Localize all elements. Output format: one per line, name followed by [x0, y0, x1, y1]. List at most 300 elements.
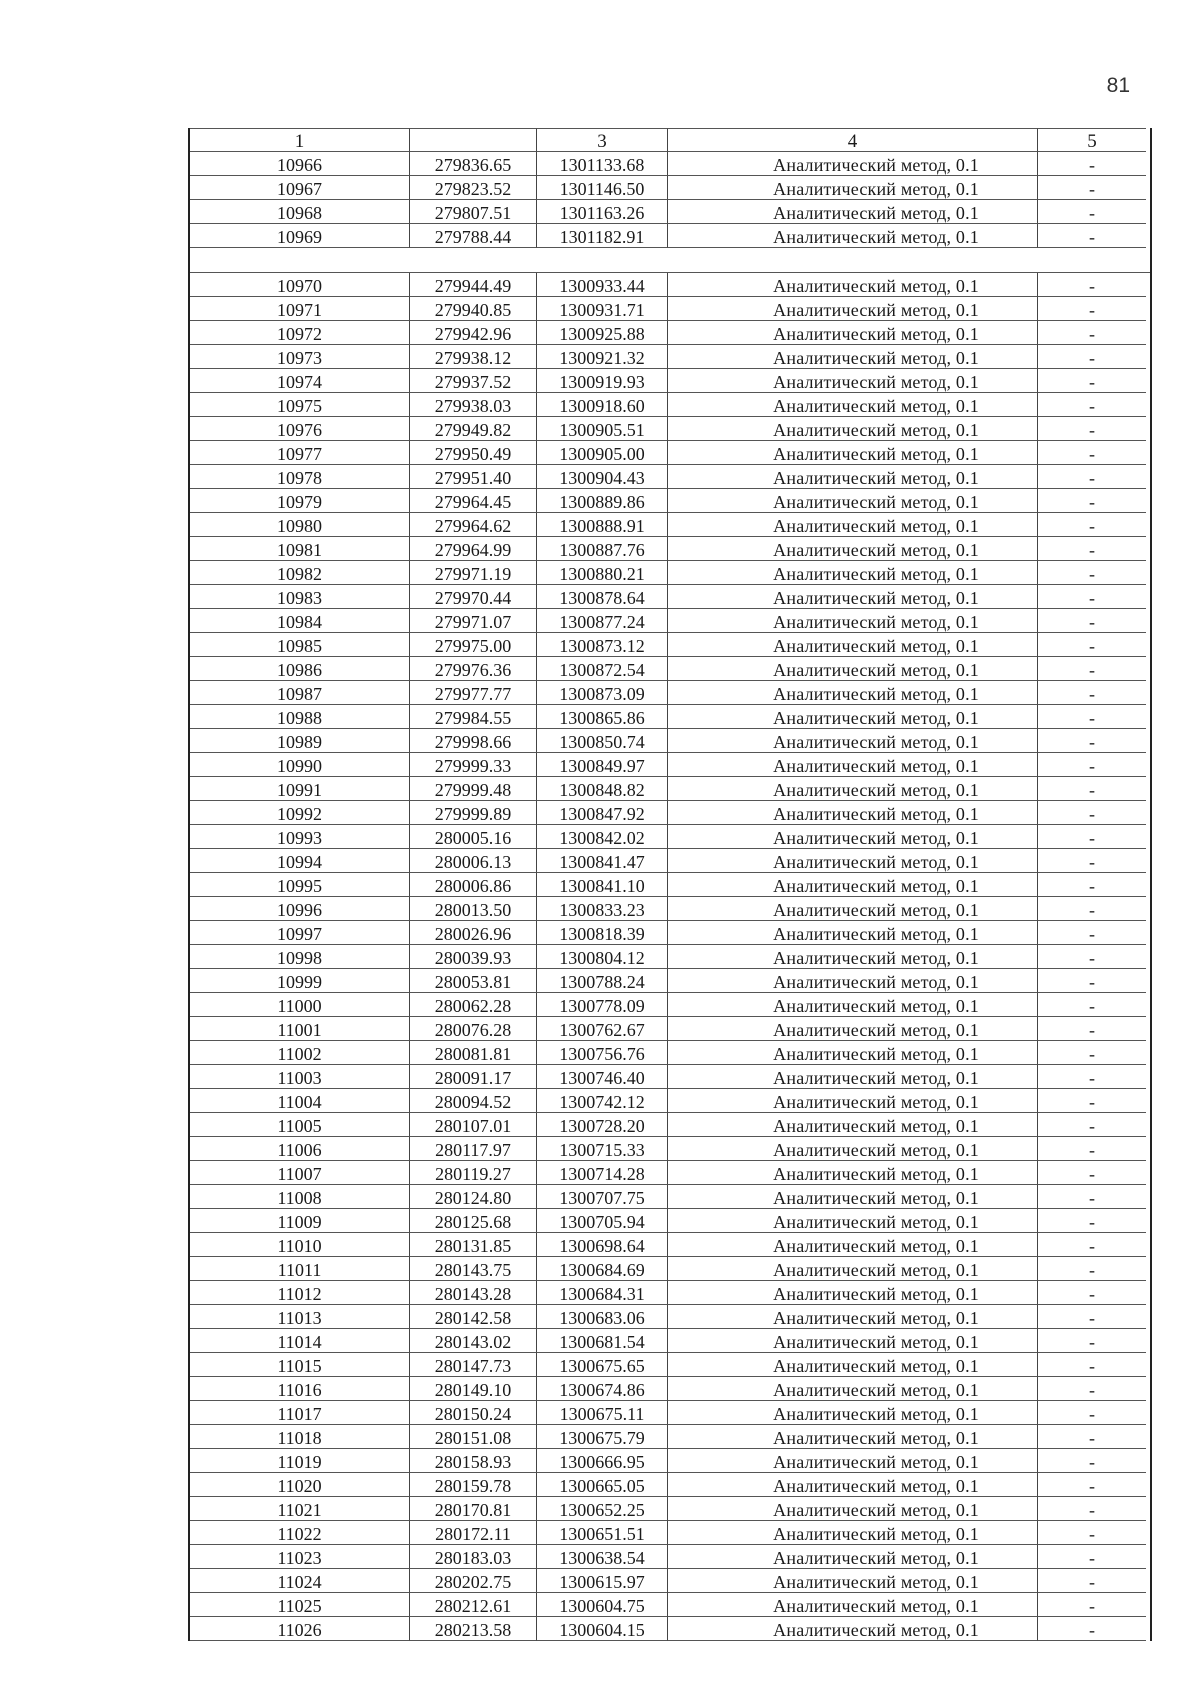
method-cell: Аналитический метод, 0.1	[668, 849, 1038, 873]
point-number-cell: 10984	[190, 609, 410, 633]
x-coordinate-cell: 279823.52	[410, 176, 537, 200]
table-row	[190, 441, 1150, 465]
y-coordinate-cell: 1300756.76	[537, 1041, 668, 1065]
point-number-cell: 10982	[190, 561, 410, 585]
note-cell: -	[1038, 200, 1146, 224]
point-number-cell: 10988	[190, 705, 410, 729]
table-row	[190, 1137, 1150, 1161]
point-number-cell: 10996	[190, 897, 410, 921]
table-row	[190, 1353, 1150, 1377]
point-number-cell: 11022	[190, 1521, 410, 1545]
note-cell: -	[1038, 1161, 1146, 1185]
x-coordinate-cell: 280143.28	[410, 1281, 537, 1305]
method-cell: Аналитический метод, 0.1	[668, 1329, 1038, 1353]
y-coordinate-cell: 1300788.24	[537, 969, 668, 993]
x-coordinate-cell: 280076.28	[410, 1017, 537, 1041]
y-coordinate-cell: 1300833.23	[537, 897, 668, 921]
point-number-cell: 10990	[190, 753, 410, 777]
note-cell: -	[1038, 1113, 1146, 1137]
y-coordinate-cell: 1300681.54	[537, 1329, 668, 1353]
method-cell: Аналитический метод, 0.1	[668, 1113, 1038, 1137]
note-cell: -	[1038, 729, 1146, 753]
note-cell: -	[1038, 1449, 1146, 1473]
x-coordinate-cell: 279949.82	[410, 417, 537, 441]
x-coordinate-cell: 280170.81	[410, 1497, 537, 1521]
y-coordinate-cell: 1300888.91	[537, 513, 668, 537]
note-cell: -	[1038, 657, 1146, 681]
y-coordinate-cell: 1300675.65	[537, 1353, 668, 1377]
y-coordinate-cell: 1300873.12	[537, 633, 668, 657]
y-coordinate-cell: 1300604.75	[537, 1593, 668, 1617]
x-coordinate-cell: 280026.96	[410, 921, 537, 945]
table-row	[190, 224, 1150, 248]
method-cell: Аналитический метод, 0.1	[668, 801, 1038, 825]
x-coordinate-cell: 280213.58	[410, 1617, 537, 1641]
y-coordinate-cell: 1300841.10	[537, 873, 668, 897]
x-coordinate-cell: 280107.01	[410, 1113, 537, 1137]
table-row	[190, 1161, 1150, 1185]
note-cell: -	[1038, 1521, 1146, 1545]
y-coordinate-cell: 1300931.71	[537, 297, 668, 321]
method-cell: Аналитический метод, 0.1	[668, 1545, 1038, 1569]
point-number-cell: 10980	[190, 513, 410, 537]
point-number-cell: 10976	[190, 417, 410, 441]
y-coordinate-cell: 1300905.00	[537, 441, 668, 465]
point-number-cell: 10977	[190, 441, 410, 465]
point-number-cell: 10992	[190, 801, 410, 825]
method-cell: Аналитический метод, 0.1	[668, 465, 1038, 489]
table-row	[190, 897, 1150, 921]
point-number-cell: 11025	[190, 1593, 410, 1617]
point-number-cell: 10991	[190, 777, 410, 801]
note-cell: -	[1038, 152, 1146, 176]
method-cell: Аналитический метод, 0.1	[668, 1449, 1038, 1473]
point-number-cell: 10973	[190, 345, 410, 369]
x-coordinate-cell: 280039.93	[410, 945, 537, 969]
method-cell: Аналитический метод, 0.1	[668, 176, 1038, 200]
method-cell: Аналитический метод, 0.1	[668, 681, 1038, 705]
point-number-cell: 11011	[190, 1257, 410, 1281]
note-cell: -	[1038, 369, 1146, 393]
x-coordinate-cell: 279938.12	[410, 345, 537, 369]
x-coordinate-cell: 279999.89	[410, 801, 537, 825]
table-row	[190, 825, 1150, 849]
method-cell: Аналитический метод, 0.1	[668, 1041, 1038, 1065]
x-coordinate-cell: 280150.24	[410, 1401, 537, 1425]
point-number-cell: 10969	[190, 224, 410, 248]
y-coordinate-cell: 1300674.86	[537, 1377, 668, 1401]
x-coordinate-cell: 279971.19	[410, 561, 537, 585]
y-coordinate-cell: 1300746.40	[537, 1065, 668, 1089]
y-coordinate-cell: 1300705.94	[537, 1209, 668, 1233]
note-cell: -	[1038, 1401, 1146, 1425]
x-coordinate-cell: 279942.96	[410, 321, 537, 345]
point-number-cell: 10981	[190, 537, 410, 561]
y-coordinate-cell: 1300880.21	[537, 561, 668, 585]
note-cell: -	[1038, 1185, 1146, 1209]
x-coordinate-cell: 279807.51	[410, 200, 537, 224]
x-coordinate-cell: 280005.16	[410, 825, 537, 849]
table-row	[190, 537, 1150, 561]
note-cell: -	[1038, 465, 1146, 489]
x-coordinate-cell: 280081.81	[410, 1041, 537, 1065]
y-coordinate-cell: 1300604.15	[537, 1617, 668, 1641]
table-row	[190, 513, 1150, 537]
y-coordinate-cell: 1300842.02	[537, 825, 668, 849]
x-coordinate-cell: 279976.36	[410, 657, 537, 681]
point-number-cell: 11015	[190, 1353, 410, 1377]
x-coordinate-cell: 280124.80	[410, 1185, 537, 1209]
table-row	[190, 1305, 1150, 1329]
table-row	[190, 729, 1150, 753]
note-cell: -	[1038, 1569, 1146, 1593]
method-cell: Аналитический метод, 0.1	[668, 537, 1038, 561]
table-row	[190, 1497, 1150, 1521]
note-cell: -	[1038, 1329, 1146, 1353]
x-coordinate-cell: 279937.52	[410, 369, 537, 393]
note-cell: -	[1038, 921, 1146, 945]
y-coordinate-cell: 1300919.93	[537, 369, 668, 393]
method-cell: Аналитический метод, 0.1	[668, 489, 1038, 513]
y-coordinate-cell: 1300904.43	[537, 465, 668, 489]
point-number-cell: 11006	[190, 1137, 410, 1161]
table-row	[190, 273, 1150, 297]
method-cell: Аналитический метод, 0.1	[668, 897, 1038, 921]
x-coordinate-cell: 280143.02	[410, 1329, 537, 1353]
x-coordinate-cell: 280053.81	[410, 969, 537, 993]
note-cell: -	[1038, 609, 1146, 633]
y-coordinate-cell: 1300684.69	[537, 1257, 668, 1281]
y-coordinate-cell: 1300889.86	[537, 489, 668, 513]
method-cell: Аналитический метод, 0.1	[668, 993, 1038, 1017]
y-coordinate-cell: 1300728.20	[537, 1113, 668, 1137]
note-cell: -	[1038, 1305, 1146, 1329]
point-number-cell: 11024	[190, 1569, 410, 1593]
note-cell: -	[1038, 801, 1146, 825]
method-cell: Аналитический метод, 0.1	[668, 561, 1038, 585]
point-number-cell: 11012	[190, 1281, 410, 1305]
table-row	[190, 873, 1150, 897]
y-coordinate-cell: 1300850.74	[537, 729, 668, 753]
note-cell: -	[1038, 1137, 1146, 1161]
note-cell: -	[1038, 1497, 1146, 1521]
table-group-separator	[190, 248, 1150, 273]
y-coordinate-cell: 1300652.25	[537, 1497, 668, 1521]
note-cell: -	[1038, 585, 1146, 609]
x-coordinate-cell: 279940.85	[410, 297, 537, 321]
note-cell: -	[1038, 1257, 1146, 1281]
x-coordinate-cell: 279970.44	[410, 585, 537, 609]
table-row	[190, 345, 1150, 369]
y-coordinate-cell: 1300638.54	[537, 1545, 668, 1569]
method-cell: Аналитический метод, 0.1	[668, 513, 1038, 537]
x-coordinate-cell: 280091.17	[410, 1065, 537, 1089]
note-cell: -	[1038, 1425, 1146, 1449]
point-number-cell: 11009	[190, 1209, 410, 1233]
note-cell: -	[1038, 969, 1146, 993]
table-row	[190, 1233, 1150, 1257]
point-number-cell: 11002	[190, 1041, 410, 1065]
x-coordinate-cell: 280172.11	[410, 1521, 537, 1545]
x-coordinate-cell: 280143.75	[410, 1257, 537, 1281]
note-cell: -	[1038, 1593, 1146, 1617]
table-row	[190, 1401, 1150, 1425]
table-row	[190, 945, 1150, 969]
table-row	[190, 1257, 1150, 1281]
x-coordinate-cell: 279984.55	[410, 705, 537, 729]
method-cell: Аналитический метод, 0.1	[668, 1017, 1038, 1041]
method-cell: Аналитический метод, 0.1	[668, 393, 1038, 417]
method-cell: Аналитический метод, 0.1	[668, 1233, 1038, 1257]
point-number-cell: 10983	[190, 585, 410, 609]
y-coordinate-cell: 1300921.32	[537, 345, 668, 369]
x-coordinate-cell: 279964.62	[410, 513, 537, 537]
y-coordinate-cell: 1300651.51	[537, 1521, 668, 1545]
table-group-1	[190, 152, 1150, 248]
y-coordinate-cell: 1300742.12	[537, 1089, 668, 1113]
method-cell: Аналитический метод, 0.1	[668, 1257, 1038, 1281]
table-row	[190, 1065, 1150, 1089]
point-number-cell: 10967	[190, 176, 410, 200]
x-coordinate-cell: 280125.68	[410, 1209, 537, 1233]
x-coordinate-cell: 280147.73	[410, 1353, 537, 1377]
table-row	[190, 1089, 1150, 1113]
point-number-cell: 10966	[190, 152, 410, 176]
x-coordinate-cell: 280158.93	[410, 1449, 537, 1473]
method-cell: Аналитический метод, 0.1	[668, 753, 1038, 777]
table-row	[190, 585, 1150, 609]
method-cell: Аналитический метод, 0.1	[668, 825, 1038, 849]
method-cell: Аналитический метод, 0.1	[668, 441, 1038, 465]
point-number-cell: 11005	[190, 1113, 410, 1137]
point-number-cell: 10974	[190, 369, 410, 393]
y-coordinate-cell: 1300804.12	[537, 945, 668, 969]
table-row	[190, 777, 1150, 801]
table-row	[190, 1425, 1150, 1449]
method-cell: Аналитический метод, 0.1	[668, 1353, 1038, 1377]
note-cell: -	[1038, 1281, 1146, 1305]
note-cell: -	[1038, 1017, 1146, 1041]
table-row	[190, 1473, 1150, 1497]
x-coordinate-cell: 280062.28	[410, 993, 537, 1017]
point-number-cell: 10985	[190, 633, 410, 657]
y-coordinate-cell: 1300848.82	[537, 777, 668, 801]
x-coordinate-cell: 280131.85	[410, 1233, 537, 1257]
y-coordinate-cell: 1300665.05	[537, 1473, 668, 1497]
point-number-cell: 10997	[190, 921, 410, 945]
method-cell: Аналитический метод, 0.1	[668, 921, 1038, 945]
note-cell: -	[1038, 513, 1146, 537]
table-row	[190, 297, 1150, 321]
method-cell: Аналитический метод, 0.1	[668, 1617, 1038, 1641]
point-number-cell: 11001	[190, 1017, 410, 1041]
method-cell: Аналитический метод, 0.1	[668, 1569, 1038, 1593]
method-cell: Аналитический метод, 0.1	[668, 657, 1038, 681]
table-row	[190, 1377, 1150, 1401]
table-row	[190, 993, 1150, 1017]
table-row	[190, 1281, 1150, 1305]
note-cell: -	[1038, 345, 1146, 369]
table-row	[190, 1569, 1150, 1593]
point-number-cell: 10989	[190, 729, 410, 753]
method-cell: Аналитический метод, 0.1	[668, 321, 1038, 345]
table-row	[190, 465, 1150, 489]
note-cell: -	[1038, 633, 1146, 657]
y-coordinate-cell: 1300778.09	[537, 993, 668, 1017]
y-coordinate-cell: 1300849.97	[537, 753, 668, 777]
note-cell: -	[1038, 993, 1146, 1017]
method-cell: Аналитический метод, 0.1	[668, 1425, 1038, 1449]
method-cell: Аналитический метод, 0.1	[668, 417, 1038, 441]
x-coordinate-cell: 280006.86	[410, 873, 537, 897]
y-coordinate-cell: 1300714.28	[537, 1161, 668, 1185]
note-cell: -	[1038, 176, 1146, 200]
note-cell: -	[1038, 321, 1146, 345]
point-number-cell: 11020	[190, 1473, 410, 1497]
table-row	[190, 801, 1150, 825]
table-row	[190, 417, 1150, 441]
header-cell-1: 1	[190, 128, 410, 152]
point-number-cell: 10970	[190, 273, 410, 297]
point-number-cell: 11000	[190, 993, 410, 1017]
method-cell: Аналитический метод, 0.1	[668, 1161, 1038, 1185]
x-coordinate-cell: 280149.10	[410, 1377, 537, 1401]
table-row	[190, 753, 1150, 777]
header-cell-2	[410, 128, 537, 152]
table-row	[190, 969, 1150, 993]
point-number-cell: 10968	[190, 200, 410, 224]
table-group-2	[190, 273, 1150, 1641]
y-coordinate-cell: 1300905.51	[537, 417, 668, 441]
method-cell: Аналитический метод, 0.1	[668, 273, 1038, 297]
table-row	[190, 200, 1150, 224]
y-coordinate-cell: 1301182.91	[537, 224, 668, 248]
x-coordinate-cell: 280142.58	[410, 1305, 537, 1329]
method-cell: Аналитический метод, 0.1	[668, 1377, 1038, 1401]
table-row	[190, 1617, 1150, 1641]
point-number-cell: 10978	[190, 465, 410, 489]
table-row	[190, 152, 1150, 176]
y-coordinate-cell: 1300847.92	[537, 801, 668, 825]
note-cell: -	[1038, 561, 1146, 585]
table-row	[190, 489, 1150, 513]
table-row	[190, 1041, 1150, 1065]
header-cell-3: 3	[537, 128, 668, 152]
table-row	[190, 609, 1150, 633]
y-coordinate-cell: 1300683.06	[537, 1305, 668, 1329]
point-number-cell: 10979	[190, 489, 410, 513]
y-coordinate-cell: 1300684.31	[537, 1281, 668, 1305]
y-coordinate-cell: 1300715.33	[537, 1137, 668, 1161]
table-row	[190, 1017, 1150, 1041]
y-coordinate-cell: 1300865.86	[537, 705, 668, 729]
y-coordinate-cell: 1300841.47	[537, 849, 668, 873]
y-coordinate-cell: 1300675.11	[537, 1401, 668, 1425]
note-cell: -	[1038, 705, 1146, 729]
point-number-cell: 10995	[190, 873, 410, 897]
point-number-cell: 11014	[190, 1329, 410, 1353]
point-number-cell: 10987	[190, 681, 410, 705]
note-cell: -	[1038, 1353, 1146, 1377]
y-coordinate-cell: 1300918.60	[537, 393, 668, 417]
note-cell: -	[1038, 1041, 1146, 1065]
point-number-cell: 11026	[190, 1617, 410, 1641]
coordinates-table	[188, 128, 1152, 1641]
x-coordinate-cell: 279998.66	[410, 729, 537, 753]
y-coordinate-cell: 1300666.95	[537, 1449, 668, 1473]
note-cell: -	[1038, 753, 1146, 777]
point-number-cell: 10994	[190, 849, 410, 873]
method-cell: Аналитический метод, 0.1	[668, 1593, 1038, 1617]
y-coordinate-cell: 1301133.68	[537, 152, 668, 176]
method-cell: Аналитический метод, 0.1	[668, 152, 1038, 176]
table-row	[190, 921, 1150, 945]
note-cell: -	[1038, 873, 1146, 897]
note-cell: -	[1038, 393, 1146, 417]
note-cell: -	[1038, 897, 1146, 921]
note-cell: -	[1038, 1617, 1146, 1641]
method-cell: Аналитический метод, 0.1	[668, 705, 1038, 729]
x-coordinate-cell: 279975.00	[410, 633, 537, 657]
note-cell: -	[1038, 849, 1146, 873]
point-number-cell: 11007	[190, 1161, 410, 1185]
x-coordinate-cell: 280183.03	[410, 1545, 537, 1569]
x-coordinate-cell: 279951.40	[410, 465, 537, 489]
y-coordinate-cell: 1300873.09	[537, 681, 668, 705]
table-row	[190, 633, 1150, 657]
point-number-cell: 11017	[190, 1401, 410, 1425]
method-cell: Аналитический метод, 0.1	[668, 1305, 1038, 1329]
method-cell: Аналитический метод, 0.1	[668, 1497, 1038, 1521]
table-row	[190, 705, 1150, 729]
method-cell: Аналитический метод, 0.1	[668, 1521, 1038, 1545]
y-coordinate-cell: 1300675.79	[537, 1425, 668, 1449]
point-number-cell: 10999	[190, 969, 410, 993]
y-coordinate-cell: 1300877.24	[537, 609, 668, 633]
table-row	[190, 1329, 1150, 1353]
y-coordinate-cell: 1300698.64	[537, 1233, 668, 1257]
table-row	[190, 657, 1150, 681]
table-row	[190, 1545, 1150, 1569]
x-coordinate-cell: 280117.97	[410, 1137, 537, 1161]
point-number-cell: 11013	[190, 1305, 410, 1329]
y-coordinate-cell: 1300762.67	[537, 1017, 668, 1041]
method-cell: Аналитический метод, 0.1	[668, 633, 1038, 657]
method-cell: Аналитический метод, 0.1	[668, 1281, 1038, 1305]
method-cell: Аналитический метод, 0.1	[668, 609, 1038, 633]
x-coordinate-cell: 280202.75	[410, 1569, 537, 1593]
table-row	[190, 176, 1150, 200]
note-cell: -	[1038, 537, 1146, 561]
x-coordinate-cell: 280159.78	[410, 1473, 537, 1497]
note-cell: -	[1038, 681, 1146, 705]
x-coordinate-cell: 279950.49	[410, 441, 537, 465]
x-coordinate-cell: 279964.45	[410, 489, 537, 513]
note-cell: -	[1038, 1545, 1146, 1569]
method-cell: Аналитический метод, 0.1	[668, 729, 1038, 753]
note-cell: -	[1038, 825, 1146, 849]
header-cell-4: 4	[668, 128, 1038, 152]
method-cell: Аналитический метод, 0.1	[668, 1185, 1038, 1209]
note-cell: -	[1038, 297, 1146, 321]
point-number-cell: 11021	[190, 1497, 410, 1521]
x-coordinate-cell: 280119.27	[410, 1161, 537, 1185]
y-coordinate-cell: 1301163.26	[537, 200, 668, 224]
method-cell: Аналитический метод, 0.1	[668, 1473, 1038, 1497]
note-cell: -	[1038, 489, 1146, 513]
y-coordinate-cell: 1301146.50	[537, 176, 668, 200]
method-cell: Аналитический метод, 0.1	[668, 969, 1038, 993]
